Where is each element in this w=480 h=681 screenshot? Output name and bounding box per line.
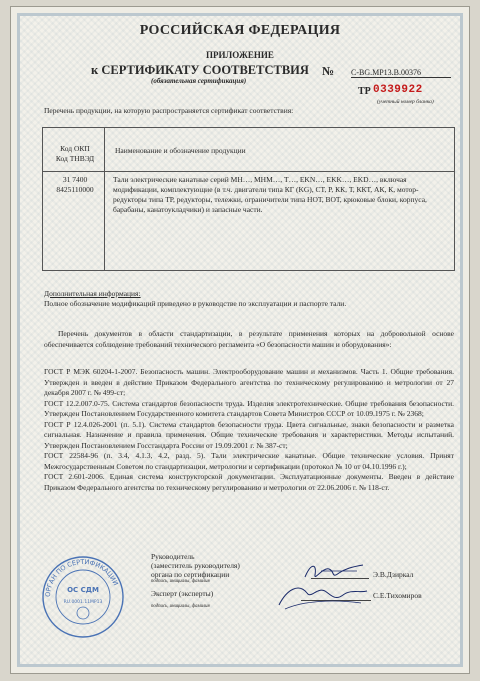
- standard-item: ГОСТ 22584-96 (п. 3.4, 4.1.3, 4.2, разд. 5). Тали электрические канатные. Общие технические условия. Принят Межгосударственным Советом по стандартизации, метрологии и сертификации (протокол № 10 от 04.10.1996 г.);: [44, 451, 454, 471]
- head-signature-caption: подпись, инициалы, фамилия: [151, 579, 210, 584]
- certificate-heading: [91, 63, 309, 78]
- head-title-line-2: (заместитель руководителя): [151, 561, 240, 570]
- head-title-line-1: Руководитель: [151, 552, 195, 561]
- form-serial-number: 0339922: [373, 84, 423, 96]
- stamp-center-text: ОС СДМ: [67, 586, 99, 594]
- table-column-divider: [104, 128, 105, 270]
- documents-intro: Перечень документов в области стандартизации, в результате применения которых на добровольной основе обеспечивается соблюдение требований технического регламента «О безопасности машин и оборудования»:: [44, 329, 454, 349]
- expert-signature-title: [151, 589, 213, 610]
- header-tnved: Код ТНВЭД: [55, 154, 95, 163]
- certificate-number: C-BG.MP13.B.00376: [351, 68, 451, 78]
- standard-item: ГОСТ Р 12.4.026-2001 (п. 5.1). Система стандартов безопасности труда. Цвета сигнальные, знаки безопасности и разметка сигнальная. Назначение и правила применения. Общие технические требования и характеристики. Методы испытаний. Утвержден Постановлением Госстандарта России от 19.09.2001 г. № 387-ст;: [44, 419, 454, 450]
- standard-item: ГОСТ 12.2.007.0-75. Система стандартов безопасности труда. Изделия электротехнические. Общие требования безопасности. Утвержден Постановлением Государственного комитета стандартов Совета Министров СССР от 10.09.1975 г. № 2368;: [44, 398, 454, 418]
- header-code: [47, 144, 103, 164]
- okp-code: 31 7400: [62, 175, 88, 184]
- stamp-code: RU.0001.11MP13: [63, 600, 103, 605]
- header-okp: Код ОКП: [60, 144, 90, 153]
- stamp-emblem-icon: [77, 607, 89, 619]
- head-title-line-3: органа по сертификации: [151, 570, 230, 579]
- products-table: [42, 127, 455, 271]
- form-series: ТР: [358, 86, 371, 97]
- expert-signature: [273, 579, 373, 613]
- product-description: Тали электрические канатные серий МН…, МНМ…, Т…, EKN…, EKK…, EKD…, включая модификации, комплектующие (в т.ч. двигатели типа КГ (KG), СТ, Р, КК, Т, ККТ, АК, К, мотор-редукторы типа ТР, редукторы, тележки, ограничители типа НОТ, ВОТ, крюковые блоки, корпуса, барабаны, канатоукладчики) и запасные части.: [113, 175, 427, 214]
- head-signature-title: [151, 552, 240, 585]
- row-code: [47, 175, 103, 195]
- expert-signature-caption: подпись, инициалы, фамилия: [151, 604, 210, 609]
- certificate-page: [10, 6, 470, 674]
- serial-note: (учетный номер бланка): [377, 99, 434, 105]
- expert-name: С.Е.Тихомиров: [373, 591, 422, 600]
- expert-title: Эксперт (эксперты): [151, 589, 214, 598]
- annex-title: ПРИЛОЖЕНИЕ: [206, 50, 274, 60]
- standard-item: ГОСТ Р МЭК 60204-1-2007. Безопасность машин. Электрооборудование машин и механизмов. Часть 1. Общие требования. Утвержден и введен в действие Приказом Федерального агентства по техническому регулированию и метрологии от 27 декабря 2007 г. № 499-ст;: [44, 367, 454, 397]
- head-name: Э.В.Дзиркал: [373, 570, 414, 579]
- standard-item: ГОСТ 2.601-2006. Единая система конструкторской документации. Эксплуатационные документы. Введен в действие Приказом Федерального агентства по техническому регулированию и метрологии от 22.06.2006 г. № 118-ст.: [44, 472, 454, 492]
- table-row-divider: [43, 171, 454, 172]
- additional-info-text: Полное обозначение модификаций приведено в руководстве по эксплуатации и паспорте тали.: [44, 299, 347, 308]
- certificate-title: к СЕРТИФИКАТУ СООТВЕТСТВИЯ: [91, 63, 309, 77]
- additional-info-heading: Дополнительная информация:: [44, 289, 141, 298]
- standards-list: [44, 367, 454, 493]
- stamp-ring-text: ОРГАН ПО СЕРТИФИКАЦИИ: [43, 557, 120, 598]
- header-product-name: Наименование и обозначение продукции: [115, 146, 246, 155]
- certification-stamp: [41, 555, 125, 639]
- number-sign: №: [322, 64, 335, 78]
- country-title: РОССИЙСКАЯ ФЕДЕРАЦИЯ: [139, 23, 341, 38]
- tnved-code: 8425110000: [56, 185, 94, 194]
- certification-type: (обязательная сертификация): [151, 77, 247, 85]
- products-intro: Перечень продукции, на которую распространяется сертификат соответствия:: [44, 106, 294, 115]
